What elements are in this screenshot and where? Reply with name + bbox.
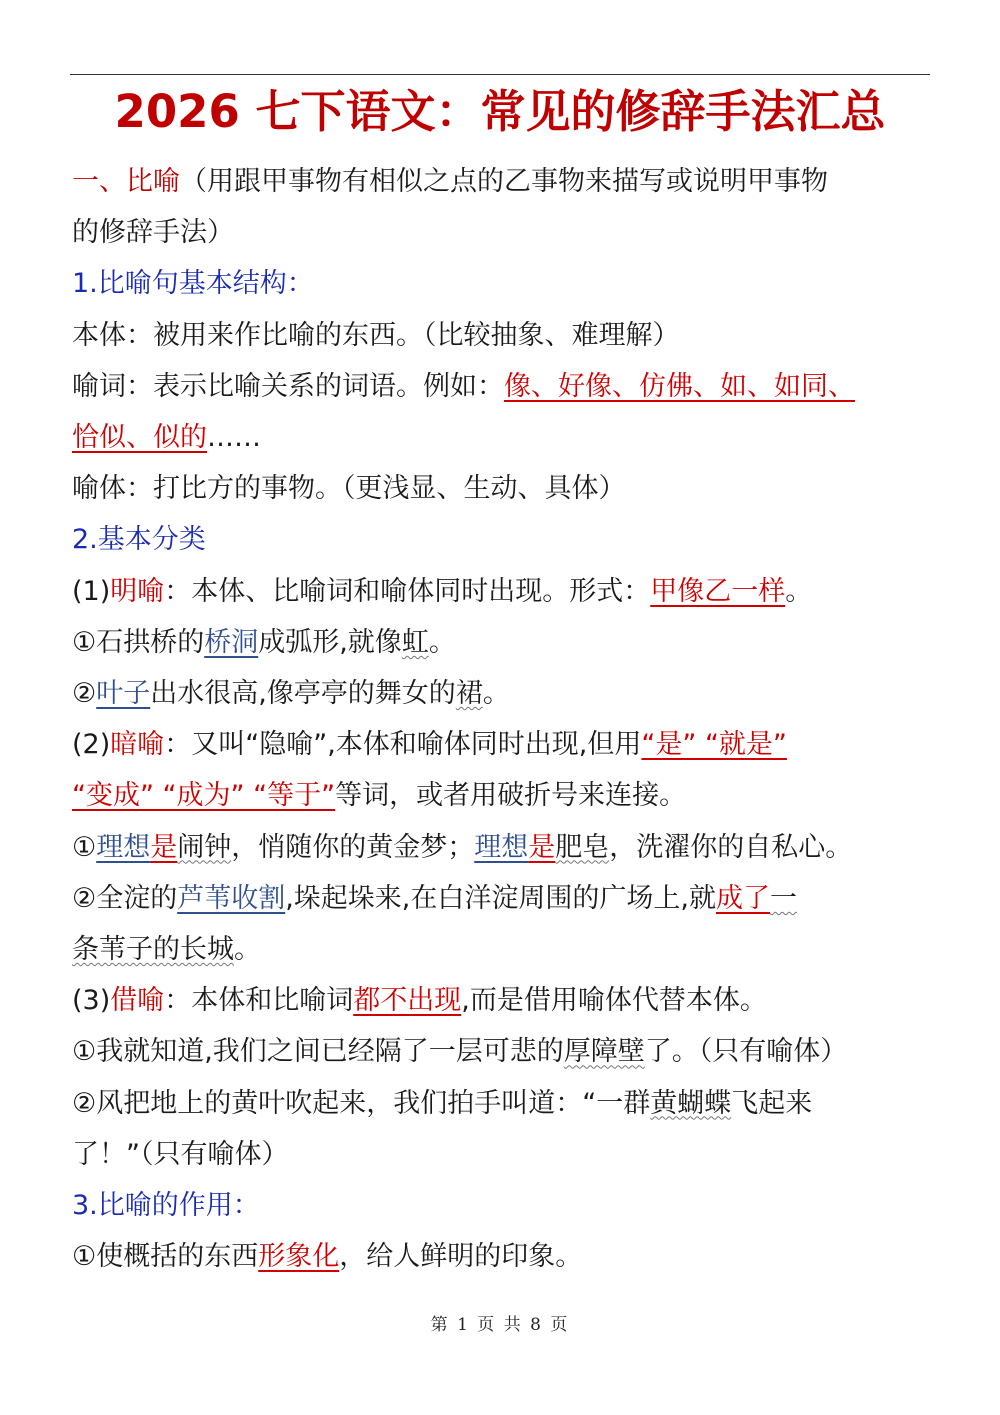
text-line — [72, 668, 942, 719]
text-segment: 都不出现 — [353, 985, 462, 1017]
text-segment: 飞起来 — [731, 1087, 813, 1119]
document-body — [72, 156, 942, 1282]
section-heading: 一、比喻 — [72, 166, 180, 197]
text-segment: 是 — [528, 831, 556, 863]
text-line — [72, 975, 942, 1026]
text-segment: ①石拱桥的 — [72, 626, 205, 658]
text-segment: 条苇子的长城 — [72, 934, 234, 966]
text-segment: 黄蝴蝶 — [650, 1087, 732, 1119]
text-segment: （用跟甲事物有相似之点的乙事物来描写或说明甲事物 — [180, 166, 828, 197]
text-segment: 喻词：表示比喻关系的词语。例如： — [72, 370, 504, 402]
text-segment: ,而是借用喻体代替本体。 — [461, 985, 767, 1017]
text-segment: 了！”（只有喻体） — [72, 1138, 289, 1170]
text-segment: 像、好像、仿佛、如、如同、 — [504, 370, 855, 402]
text-segment: ：本体和比喻词 — [164, 985, 354, 1017]
text-line — [72, 617, 942, 668]
text-segment: 。 — [234, 934, 261, 966]
text-segment: ：又叫“隐喻”,本体和喻体同时出现,但用 — [164, 729, 642, 761]
text-line — [72, 1180, 942, 1231]
text-line — [72, 207, 942, 258]
text-segment: 了。（只有喻体） — [644, 1036, 848, 1068]
text-segment: ：本体、比喻词和喻体同时出现。形式： — [164, 575, 651, 607]
text-segment: 厚障壁 — [563, 1036, 645, 1068]
text-line — [72, 924, 942, 975]
text-line — [72, 514, 942, 565]
text-segment: 虹 — [401, 626, 429, 658]
text-segment: 形象化 — [258, 1241, 340, 1273]
section-heading: 3.比喻的作用： — [72, 1190, 260, 1222]
text-segment: 叶子 — [96, 678, 151, 710]
text-line — [72, 361, 942, 412]
text-segment: ,垛起垛来,在白洋淀周围的广场上,就 — [285, 882, 716, 914]
text-segment: 芦苇收割 — [177, 882, 286, 914]
text-line — [72, 822, 942, 873]
text-segment: 明喻 — [110, 575, 165, 607]
text-segment: ① — [72, 831, 97, 863]
text-line — [72, 873, 942, 924]
text-segment: ，悄随你的黄金梦； — [231, 831, 475, 863]
text-segment: 裙 — [455, 678, 483, 710]
text-line — [72, 1129, 942, 1180]
section-heading: 1.比喻句基本结构： — [72, 268, 314, 300]
text-segment: 。 — [428, 626, 456, 658]
text-segment: ①我就知道,我们之间已经隔了一层可悲的 — [72, 1036, 564, 1068]
text-segment: 是 — [150, 831, 178, 863]
text-segment: ②风把地上的黄叶吹起来，我们拍手叫道：“一群 — [72, 1087, 651, 1119]
text-segment: 理想 — [96, 831, 151, 863]
text-segment: ，给人鲜明的印象。 — [339, 1241, 583, 1273]
text-segment: ①使概括的东西 — [72, 1241, 259, 1273]
text-segment: 成弧形,就像 — [258, 626, 402, 658]
text-segment: 的修辞手法） — [72, 217, 234, 249]
text-segment: 。 — [785, 575, 813, 607]
text-line — [72, 566, 942, 617]
text-segment: 出水很高,像亭亭的舞女的 — [150, 678, 456, 710]
text-segment: “变成” “成为” “等于” — [72, 780, 336, 812]
text-line — [72, 156, 942, 207]
text-segment: 一 — [769, 882, 797, 914]
page-title: 2026 七下语文：常见的修辞手法汇总 — [114, 85, 886, 138]
text-line — [72, 1231, 942, 1282]
text-segment: 甲像乙一样 — [650, 575, 786, 607]
text-segment: 借喻 — [110, 985, 165, 1017]
text-line — [72, 412, 942, 463]
text-segment: 等词，或者用破折号来连接。 — [335, 780, 687, 812]
text-segment: 成了 — [715, 882, 770, 914]
text-line — [72, 770, 942, 821]
text-segment: (1) — [72, 575, 111, 607]
text-line — [72, 258, 942, 309]
text-segment: (2) — [72, 729, 111, 761]
text-line — [72, 719, 942, 770]
text-segment: 。 — [482, 678, 510, 710]
text-segment: ②全淀的 — [72, 882, 178, 914]
text-line — [72, 1078, 942, 1129]
section-heading: 2.基本分类 — [72, 524, 206, 556]
text-segment: 本体：被用来作比喻的东西。（比较抽象、难理解） — [72, 319, 680, 351]
text-segment: 桥洞 — [204, 626, 259, 658]
text-segment: ，洗濯你的自私心。 — [609, 831, 853, 863]
text-line — [72, 310, 942, 361]
text-segment: 理想 — [474, 831, 529, 863]
text-segment: ② — [72, 678, 97, 710]
text-line — [72, 463, 942, 514]
text-segment: (3) — [72, 985, 111, 1017]
text-segment: …… — [207, 422, 261, 454]
text-segment: 恰似、似的 — [72, 422, 207, 454]
text-line — [72, 1026, 942, 1077]
text-segment: “是” “就是” — [641, 729, 787, 761]
text-segment: 喻体：打比方的事物。（更浅显、生动、具体） — [72, 473, 626, 505]
top-rule — [70, 74, 930, 75]
text-segment: 闹钟 — [177, 831, 232, 863]
text-segment: 肥皂 — [555, 831, 610, 863]
text-segment: 暗喻 — [110, 729, 165, 761]
page-footer: 第 1 页 共 8 页 — [430, 1315, 570, 1335]
